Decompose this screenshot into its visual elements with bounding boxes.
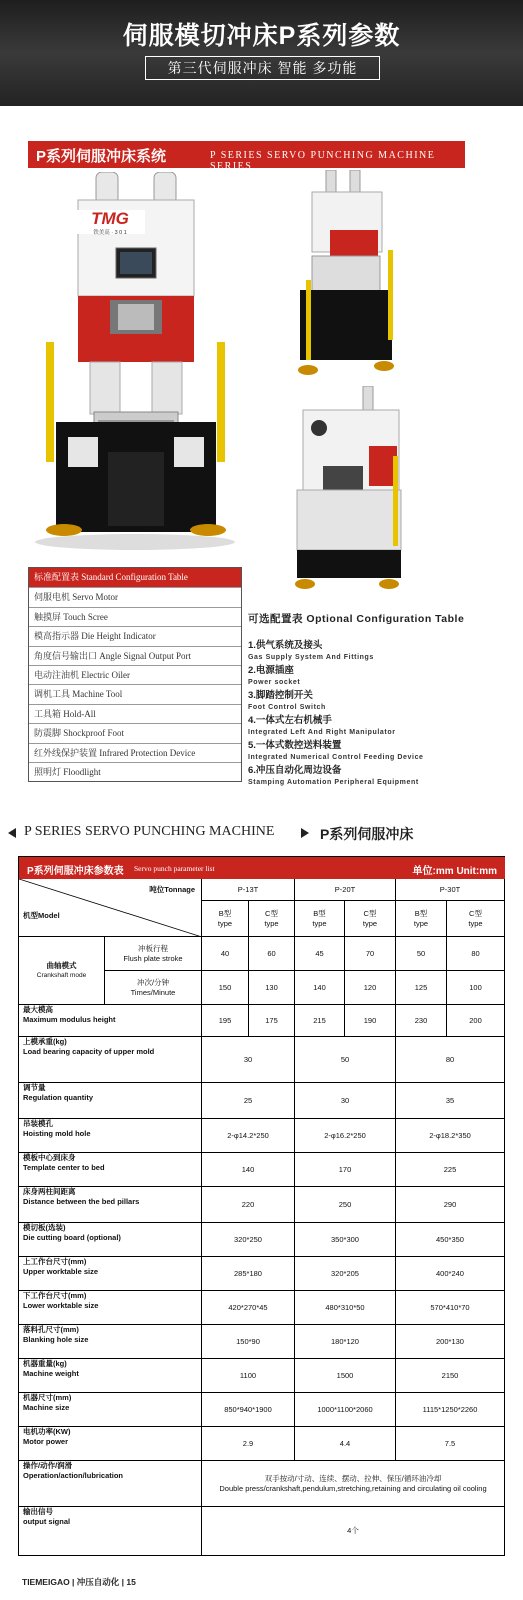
model-label: 机型Model [23, 911, 60, 920]
param-label-cn: 上工作台尺寸(mm) [23, 1257, 87, 1266]
param-label-cn: 模板中心到床身 [23, 1153, 76, 1162]
param-label-cn: 最大模高 [23, 1005, 53, 1014]
param-row-label [19, 1427, 202, 1461]
config-item: 防震脚 Shockproof Foot [29, 723, 241, 742]
crank-sub-en: Times/Minute [130, 987, 176, 997]
optional-item-en: Gas Supply System And Fittings [248, 653, 374, 661]
machine-brand-plate [75, 210, 145, 234]
table-title-en: Servo punch parameter list [134, 864, 215, 873]
table-value: 125 [396, 971, 447, 1005]
table-value: 35 [396, 1083, 505, 1119]
param-row-label [19, 1461, 202, 1507]
table-value: 80 [447, 937, 505, 971]
optional-item-cn: 6.冲压自动化周边设备 [248, 765, 342, 776]
type-header [202, 901, 249, 937]
crank-mode-en: Crankshaft mode [36, 971, 87, 979]
section-title-cn: P系列伺服冲床系统 [36, 148, 167, 165]
param-row-label [19, 1037, 202, 1083]
type-label-en: type [468, 918, 483, 928]
parameter-table [18, 856, 505, 1556]
table-value: 80 [396, 1037, 505, 1083]
page-title: 伺服模切冲床P系列参数 [122, 22, 401, 50]
table-value: 215 [295, 1005, 345, 1037]
type-header [295, 901, 345, 937]
type-header [447, 901, 505, 937]
optional-item-cn: 4.一体式左右机械手 [248, 715, 332, 726]
table-value: 450*350 [396, 1223, 505, 1257]
param-row-label [19, 1291, 202, 1325]
table-value: 200*130 [396, 1325, 505, 1359]
param-label-en: Upper worktable size [23, 1267, 99, 1276]
table-value: 30 [202, 1037, 295, 1083]
type-label: B型 [414, 908, 428, 918]
param-label-en: Blanking hole size [23, 1335, 89, 1344]
type-label: C型 [265, 908, 278, 918]
section2-title-en: P SERIES SERVO PUNCHING MACHINE [24, 824, 275, 839]
type-label: C型 [469, 908, 482, 918]
type-label-en: type [362, 918, 378, 928]
param-row-label [19, 1119, 202, 1153]
operation-cn: 双手按动/寸动、连续、摆动、拉伸、保压/循环油冷却 [264, 1473, 442, 1483]
machine-side-image [293, 386, 405, 596]
config-item: 电动注油机 Electric Oiler [29, 665, 241, 684]
table-value: 150 [202, 971, 249, 1005]
model-group-header: P-30T [396, 879, 505, 901]
table-value: 225 [396, 1153, 505, 1187]
param-row-label [19, 1393, 202, 1427]
table-value: 7.5 [396, 1427, 505, 1461]
table-value: 2150 [396, 1359, 505, 1393]
table-value: 140 [295, 971, 345, 1005]
table-value: 175 [249, 1005, 295, 1037]
param-label-en: Machine size [23, 1403, 70, 1412]
table-value: 170 [295, 1153, 396, 1187]
config-item: 伺服电机 Servo Motor [29, 587, 241, 606]
param-label-cn: 电机功率(KW) [23, 1427, 71, 1436]
table-value: 190 [345, 1005, 396, 1037]
optional-item-cn: 1.供气系统及接头 [248, 640, 323, 651]
table-value: 220 [202, 1187, 295, 1223]
table-value: 290 [396, 1187, 505, 1223]
section2-title-cn: P系列伺服冲床 [320, 826, 414, 842]
table-value: 2-φ16.2*250 [295, 1119, 396, 1153]
optional-item-en: Foot Control Switch [248, 703, 326, 711]
table-value: 70 [345, 937, 396, 971]
param-row-label [19, 1325, 202, 1359]
table-value: 320*205 [295, 1257, 396, 1291]
table-value: 50 [396, 937, 447, 971]
config-item: 模高指示器 Die Height Indicator [29, 626, 241, 645]
param-label-cn: 床身两柱间距离 [23, 1187, 76, 1196]
table-value: 230 [396, 1005, 447, 1037]
param-label-en: Operation/action/lubrication [23, 1471, 124, 1480]
table-value: 1000*1100*2060 [295, 1393, 396, 1427]
table-value: 480*310*50 [295, 1291, 396, 1325]
table-value: 4.4 [295, 1427, 396, 1461]
standard-config-table [28, 567, 242, 782]
param-label-en: Template center to bed [23, 1163, 105, 1172]
param-label-cn: 下工作台尺寸(mm) [23, 1291, 87, 1300]
machine-angle-image [292, 170, 402, 385]
table-value: 850*940*1900 [202, 1393, 295, 1427]
model-group-header: P-13T [202, 879, 295, 901]
param-label-en: Machine weight [23, 1369, 79, 1378]
table-value: 30 [295, 1083, 396, 1119]
param-label-en: Load bearing capacity of upper mold [23, 1047, 155, 1056]
table-value: 45 [295, 937, 345, 971]
config-item: 工具箱 Hold-All [29, 704, 241, 723]
optional-item-cn: 2.电源插座 [248, 665, 294, 676]
param-label-en: Regulation quantity [23, 1093, 93, 1102]
param-label-cn: 操作/动作/润滑 [23, 1461, 73, 1470]
table-value: 285*180 [202, 1257, 295, 1291]
tonnage-label: 吨位Tonnage [149, 885, 195, 894]
param-label-cn: 上模承重(kg) [23, 1037, 67, 1046]
type-label-en: type [312, 918, 327, 928]
param-row-label [19, 1083, 202, 1119]
config-item: 调机工具 Machine Tool [29, 684, 241, 703]
crank-mode-cn: 曲轴模式 [46, 960, 77, 970]
param-row-label [19, 1187, 202, 1223]
param-label-cn: 模切板(选装) [23, 1223, 66, 1232]
crank-sub-cn: 冲次/分钟 [136, 977, 170, 987]
optional-item-cn: 5.一体式数控送料装置 [248, 740, 342, 751]
table-value: 1500 [295, 1359, 396, 1393]
param-label-en: output signal [23, 1517, 71, 1526]
table-value: 400*240 [396, 1257, 505, 1291]
param-label-en: Distance between the bed pillars [23, 1197, 140, 1206]
param-label-en: Die cutting board (optional) [23, 1233, 121, 1242]
table-value: 50 [295, 1037, 396, 1083]
page-subtitle: 第三代伺服冲床 智能 多功能 [145, 56, 380, 80]
table-value: 100 [447, 971, 505, 1005]
optional-item-en: Stamping Automation Peripheral Equipment [248, 778, 419, 786]
header-banner [0, 0, 523, 106]
config-item: 红外线保护装置 Infrared Protection Device [29, 743, 241, 762]
param-label-cn: 吊装模孔 [23, 1119, 53, 1128]
triangle-left-icon [8, 828, 16, 838]
param-row-label [19, 1359, 202, 1393]
param-label-cn: 机器重量(kg) [23, 1359, 67, 1368]
optional-config-list [248, 640, 508, 790]
config-header: 标准配置表 Standard Configuration Table [29, 568, 241, 587]
param-label-cn: 机器尺寸(mm) [23, 1393, 72, 1402]
config-item: 触摸屏 Touch Scree [29, 607, 241, 626]
crank-mode-cell [19, 937, 105, 1005]
section-bar-series [28, 141, 465, 172]
optional-item-en: Integrated Numerical Control Feeding Device [248, 753, 424, 761]
model-group-header: P-20T [295, 879, 396, 901]
table-value: 1100 [202, 1359, 295, 1393]
param-label-cn: 落料孔尺寸(mm) [23, 1325, 79, 1334]
table-value: 2-φ14.2*250 [202, 1119, 295, 1153]
table-value: 40 [202, 937, 249, 971]
page-footer: TIEMEIGAO | 冲压自动化 | 15 [22, 1577, 136, 1587]
param-label-cn: 输出信号 [23, 1507, 53, 1516]
config-item: 照明灯 Floodlight [29, 762, 241, 781]
type-label: C型 [363, 908, 377, 918]
param-row-label [19, 1005, 202, 1037]
table-value: 2.9 [202, 1427, 295, 1461]
type-label-en: type [217, 918, 233, 928]
optional-config-title: 可选配置表 Optional Configuration Table [248, 613, 465, 625]
table-unit: 单位:mm Unit:mm [412, 866, 497, 877]
brand-sub: 铁美高 · 3 0 1 [93, 230, 127, 236]
table-value: 320*250 [202, 1223, 295, 1257]
crank-sub-en: Flush plate stroke [123, 953, 183, 963]
table-value: 200 [447, 1005, 505, 1037]
model-tonnage-cell [19, 879, 202, 937]
table-value: 195 [202, 1005, 249, 1037]
param-label-cn: 调节量 [23, 1083, 46, 1092]
param-row-label [19, 1223, 202, 1257]
param-label-en: Maximum modulus height [23, 1015, 116, 1024]
table-value: 130 [249, 971, 295, 1005]
crank-sub-label [105, 937, 202, 971]
table-value: 570*410*70 [396, 1291, 505, 1325]
param-label-en: Lower worktable size [23, 1301, 99, 1310]
type-header [249, 901, 295, 937]
table-value: 60 [249, 937, 295, 971]
type-header [345, 901, 396, 937]
param-row-label [19, 1257, 202, 1291]
optional-item-en: Integrated Left And Right Manipulator [248, 728, 396, 736]
table-value: 180*120 [295, 1325, 396, 1359]
param-label-en: Motor power [23, 1437, 68, 1446]
triangle-right-icon [301, 828, 309, 838]
table-value: 2-φ18.2*350 [396, 1119, 505, 1153]
output-value: 4个 [202, 1507, 505, 1556]
table-value: 420*270*45 [202, 1291, 295, 1325]
param-row-label [19, 1153, 202, 1187]
config-item: 角度信号输出口 Angle Signal Output Port [29, 646, 241, 665]
type-header [396, 901, 447, 937]
section2-heading [0, 822, 523, 844]
crank-sub-label [105, 971, 202, 1005]
brand-logo: TMG [91, 209, 129, 228]
table-value: 25 [202, 1083, 295, 1119]
type-label-en: type [413, 918, 429, 928]
crank-sub-cn: 冲板行程 [138, 943, 168, 953]
type-label: B型 [313, 908, 326, 918]
section-title-en: P SERIES SERVO PUNCHING MACHINE SERIES [210, 150, 436, 172]
table-header-bar [19, 857, 505, 879]
table-value: 250 [295, 1187, 396, 1223]
operation-value [202, 1461, 505, 1507]
param-row-label [19, 1507, 202, 1556]
optional-item-en: Power socket [248, 678, 301, 686]
optional-item-cn: 3.脚踏控制开关 [248, 690, 313, 701]
table-value: 140 [202, 1153, 295, 1187]
table-value: 120 [345, 971, 396, 1005]
type-label: B型 [218, 908, 232, 918]
param-label-en: Hoisting mold hole [23, 1129, 91, 1138]
operation-en: Double press/crankshaft,pendulum,stretching,retaining and circulating oil cooling [219, 1483, 487, 1493]
table-value: 150*90 [202, 1325, 295, 1359]
table-title: P系列伺服冲床参数表 [27, 866, 124, 877]
table-value: 350*300 [295, 1223, 396, 1257]
table-value: 1115*1250*2260 [396, 1393, 505, 1427]
type-label-en: type [264, 918, 279, 928]
